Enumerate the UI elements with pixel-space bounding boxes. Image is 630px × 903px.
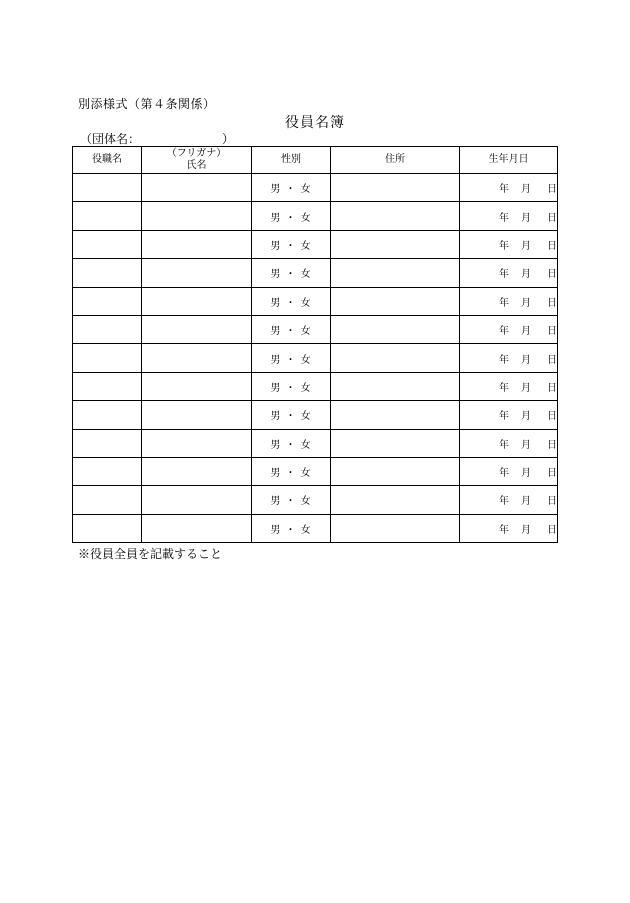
header-furigana-label: （フリガナ）	[166, 148, 227, 159]
gender-cell[interactable]: 男 ・ 女	[252, 174, 331, 202]
birth-month-label: 月	[521, 269, 531, 281]
table-row	[73, 372, 558, 400]
birth-day-label: 日	[547, 184, 557, 196]
address-cell[interactable]	[331, 344, 460, 372]
header-name	[142, 147, 252, 174]
footnote: ※役員全員を記載すること	[78, 547, 223, 561]
table-row	[73, 315, 558, 343]
position-cell[interactable]	[73, 174, 142, 202]
address-cell[interactable]	[331, 457, 460, 485]
name-cell[interactable]	[142, 315, 252, 343]
address-cell[interactable]	[331, 372, 460, 400]
position-cell[interactable]	[73, 457, 142, 485]
position-cell[interactable]	[73, 287, 142, 315]
address-cell[interactable]	[331, 202, 460, 230]
table-row	[73, 344, 558, 372]
birthdate-cell[interactable]	[460, 429, 558, 457]
position-cell[interactable]	[73, 230, 142, 258]
birth-month-label: 月	[521, 439, 531, 451]
birth-year-label: 年	[499, 496, 509, 508]
gender-cell[interactable]: 男 ・ 女	[252, 457, 331, 485]
table-header-row	[73, 147, 558, 174]
birth-month-label: 月	[521, 468, 531, 480]
position-cell[interactable]	[73, 401, 142, 429]
name-cell[interactable]	[142, 202, 252, 230]
birth-year-label: 年	[499, 411, 509, 423]
form-reference: 別添様式（第４条関係）	[78, 97, 216, 111]
address-cell[interactable]	[331, 514, 460, 542]
birth-day-label: 日	[547, 439, 557, 451]
gender-cell[interactable]: 男 ・ 女	[252, 514, 331, 542]
birth-year-label: 年	[499, 240, 509, 252]
org-name-label: 団体名：	[92, 132, 141, 146]
table-row	[73, 287, 558, 315]
birth-day-label: 日	[547, 524, 557, 536]
birth-month-label: 月	[521, 411, 531, 423]
birth-month-label: 月	[521, 212, 531, 224]
birth-month-label: 月	[521, 382, 531, 394]
name-cell[interactable]	[142, 174, 252, 202]
birthdate-cell[interactable]	[460, 344, 558, 372]
birthdate-cell[interactable]	[460, 202, 558, 230]
birth-year-label: 年	[499, 439, 509, 451]
header-name-label: 氏名	[186, 160, 207, 171]
gender-cell[interactable]: 男 ・ 女	[252, 372, 331, 400]
birth-day-label: 日	[547, 382, 557, 394]
name-cell[interactable]	[142, 372, 252, 400]
birth-year-label: 年	[499, 184, 509, 196]
birthdate-cell[interactable]	[460, 287, 558, 315]
birthdate-cell[interactable]	[460, 486, 558, 514]
birthdate-cell[interactable]	[460, 230, 558, 258]
birthdate-cell[interactable]	[460, 315, 558, 343]
birth-year-label: 年	[499, 297, 509, 309]
table-row	[73, 230, 558, 258]
name-cell[interactable]	[142, 344, 252, 372]
org-close-paren: ）	[222, 132, 235, 146]
birth-day-label: 日	[547, 240, 557, 252]
address-cell[interactable]	[331, 401, 460, 429]
name-cell[interactable]	[142, 457, 252, 485]
birth-day-label: 日	[547, 496, 557, 508]
birth-year-label: 年	[499, 468, 509, 480]
birthdate-cell[interactable]	[460, 259, 558, 287]
position-cell[interactable]	[73, 372, 142, 400]
name-cell[interactable]	[142, 401, 252, 429]
organization-name-line	[80, 130, 234, 147]
org-open-paren: （	[80, 132, 93, 146]
name-cell[interactable]	[142, 287, 252, 315]
table-row	[73, 202, 558, 230]
birth-month-label: 月	[521, 524, 531, 536]
birthdate-cell[interactable]	[460, 401, 558, 429]
gender-cell[interactable]: 男 ・ 女	[252, 486, 331, 514]
birth-day-label: 日	[547, 354, 557, 366]
address-cell[interactable]	[331, 259, 460, 287]
gender-cell[interactable]: 男 ・ 女	[252, 230, 331, 258]
table-row	[73, 401, 558, 429]
position-cell[interactable]	[73, 202, 142, 230]
address-cell[interactable]	[331, 230, 460, 258]
birth-year-label: 年	[499, 354, 509, 366]
birth-year-label: 年	[499, 269, 509, 281]
table-row	[73, 486, 558, 514]
position-cell[interactable]	[73, 315, 142, 343]
table-row	[73, 174, 558, 202]
birth-month-label: 月	[521, 240, 531, 252]
gender-cell[interactable]: 男 ・ 女	[252, 202, 331, 230]
birth-year-label: 年	[499, 524, 509, 536]
table-row	[73, 457, 558, 485]
birth-day-label: 日	[547, 212, 557, 224]
birthdate-cell[interactable]	[460, 174, 558, 202]
birth-day-label: 日	[547, 269, 557, 281]
name-cell[interactable]	[142, 429, 252, 457]
birthdate-cell[interactable]	[460, 372, 558, 400]
position-cell[interactable]	[73, 514, 142, 542]
birth-month-label: 月	[521, 326, 531, 338]
position-cell[interactable]	[73, 486, 142, 514]
position-cell[interactable]	[73, 344, 142, 372]
birth-month-label: 月	[521, 297, 531, 309]
gender-cell[interactable]: 男 ・ 女	[252, 401, 331, 429]
birth-day-label: 日	[547, 297, 557, 309]
birth-month-label: 月	[521, 354, 531, 366]
name-cell[interactable]	[142, 514, 252, 542]
address-cell[interactable]	[331, 429, 460, 457]
address-cell[interactable]	[331, 174, 460, 202]
birth-month-label: 月	[521, 184, 531, 196]
birth-year-label: 年	[499, 382, 509, 394]
table-row	[73, 514, 558, 542]
birthdate-cell[interactable]	[460, 514, 558, 542]
birth-year-label: 年	[499, 326, 509, 338]
gender-cell[interactable]: 男 ・ 女	[252, 344, 331, 372]
gender-cell[interactable]: 男 ・ 女	[252, 287, 331, 315]
gender-cell[interactable]: 男 ・ 女	[252, 315, 331, 343]
table-row	[73, 259, 558, 287]
header-gender: 性別	[252, 147, 331, 174]
birth-day-label: 日	[547, 468, 557, 480]
position-cell[interactable]	[73, 259, 142, 287]
header-position: 役職名	[73, 147, 142, 174]
address-cell[interactable]	[331, 315, 460, 343]
birth-day-label: 日	[547, 326, 557, 338]
name-cell[interactable]	[142, 486, 252, 514]
name-cell[interactable]	[142, 259, 252, 287]
birth-month-label: 月	[521, 496, 531, 508]
gender-cell[interactable]: 男 ・ 女	[252, 259, 331, 287]
birth-year-label: 年	[499, 212, 509, 224]
header-birthdate: 生年月日	[460, 147, 558, 174]
address-cell[interactable]	[331, 287, 460, 315]
name-cell[interactable]	[142, 230, 252, 258]
document-title: 役員名簿	[285, 115, 345, 131]
birthdate-cell[interactable]	[460, 457, 558, 485]
table-row	[73, 429, 558, 457]
birth-day-label: 日	[547, 411, 557, 423]
position-cell[interactable]	[73, 429, 142, 457]
officer-roster-table	[72, 146, 558, 543]
address-cell[interactable]	[331, 486, 460, 514]
gender-cell[interactable]: 男 ・ 女	[252, 429, 331, 457]
header-address: 住所	[331, 147, 460, 174]
